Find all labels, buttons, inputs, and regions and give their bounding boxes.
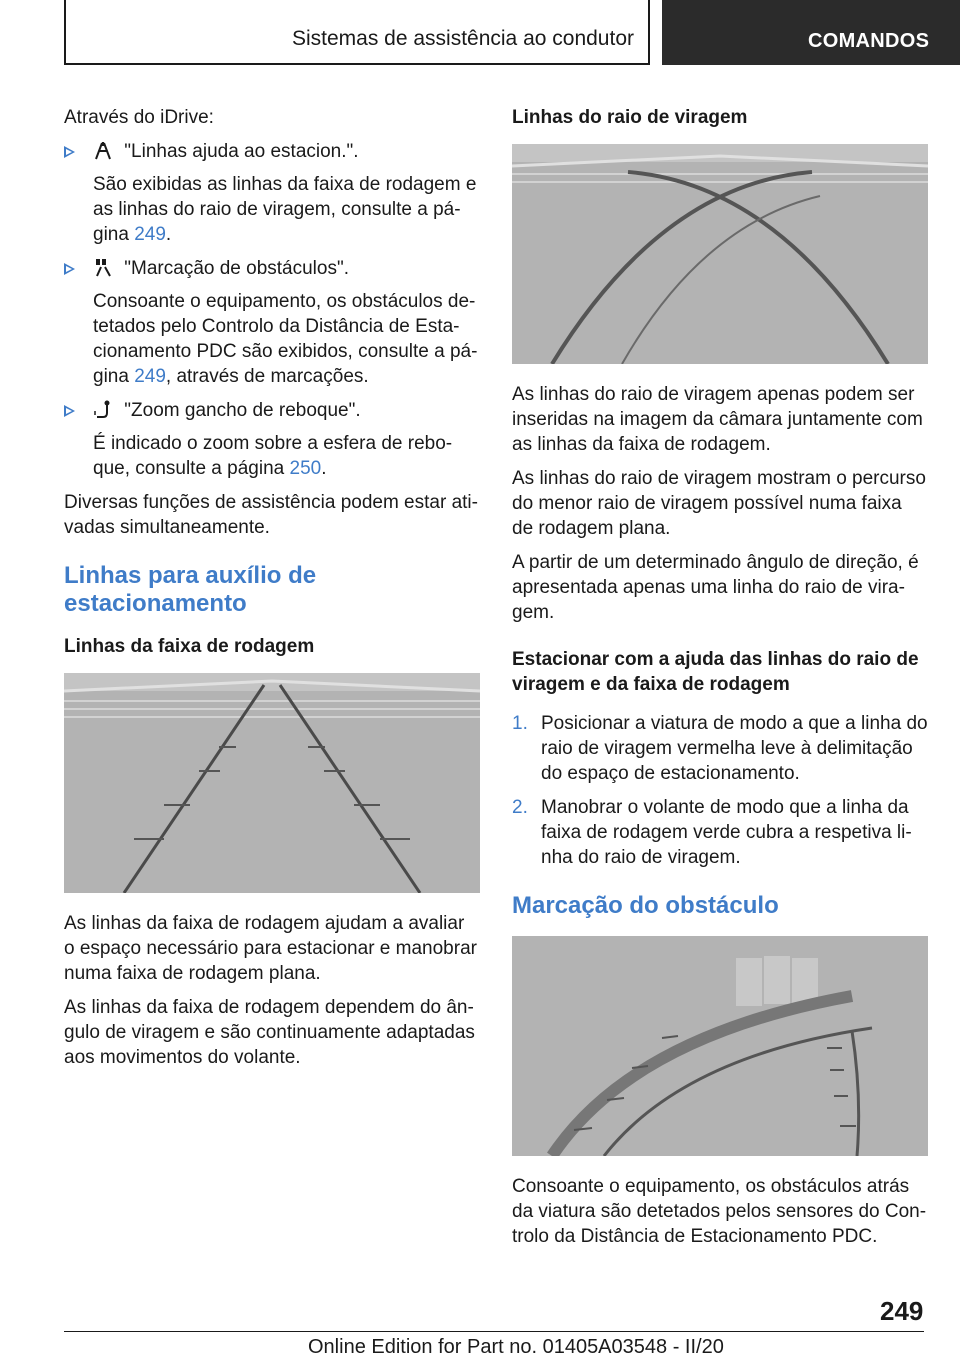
lane-para-2: As linhas da faixa de rodagem dependem do ân-gulo de viragem e são continuamente adaptadas aos movimentos do volante.	[64, 997, 475, 1068]
simultaneous-text: Diversas funções de assistência podem estar ati-vadas simultaneamente.	[64, 492, 478, 538]
bullet-description: Consoante o equipamento, os obstáculos de-tetados pelo Controlo da Distância de Esta-cionamento PDC são exibidos, consulte a pá-gina 249, através de marcações.	[93, 291, 478, 387]
bullet-label: "Zoom gancho de reboque".	[124, 400, 361, 421]
left-column	[64, 105, 480, 1079]
step-number: 2.	[512, 797, 528, 818]
lane-lines-figure	[64, 673, 480, 893]
page-reference-link[interactable]: 249	[134, 224, 166, 245]
header-chapter-title: COMANDOS	[808, 30, 930, 52]
obstacle-title: Marcação do obstáculo	[512, 892, 779, 919]
lane-para-1: As linhas da faixa de rodagem ajudam a avaliar o espaço necessário para estacionar e manobrar numa faixa de rodagem plana.	[64, 913, 477, 984]
header-section-box	[64, 0, 650, 65]
triangle-bullet-icon	[64, 405, 75, 417]
bullet-item	[64, 139, 480, 247]
header-chapter-tab	[662, 0, 960, 65]
header-section-title: Sistemas de assistência ao condutor	[291, 27, 634, 50]
obstacle-marking-icon	[93, 257, 113, 277]
turning-radius-title: Linhas do raio de viragem	[512, 107, 748, 128]
page-reference-link[interactable]: 249	[134, 366, 166, 387]
section-title: Linhas para auxílio de estacionamento	[64, 562, 317, 617]
bullet-label: "Marcação de obstáculos".	[124, 258, 349, 279]
footer-edition: Online Edition for Part no. 01405A03548 - II/20	[308, 1336, 724, 1358]
parking-lines-icon	[93, 140, 113, 160]
right-column	[512, 105, 928, 1258]
triangle-bullet-icon	[64, 146, 75, 158]
page-reference-link[interactable]: 250	[289, 458, 322, 479]
triangle-bullet-icon	[64, 263, 75, 275]
subsection-title: Linhas da faixa de rodagem	[64, 636, 315, 657]
step-number: 1.	[512, 713, 528, 734]
parking-steps-title: Estacionar com a ajuda das linhas do raio de viragem e da faixa de rodagem	[512, 649, 919, 695]
step-item	[512, 711, 928, 786]
bullet-description: É indicado o zoom sobre a esfera de rebo-que, consulte a página 250.	[93, 433, 453, 479]
turning-para-3: A partir de um determinado ângulo de direção, é apresentada apenas uma linha do raio de vira-gem.	[512, 552, 919, 623]
intro-text: Através do iDrive:	[64, 107, 214, 128]
step-item	[512, 795, 928, 870]
turning-para-1: As linhas do raio de viragem apenas podem ser inseridas na imagem da câmara juntamente com as linhas da faixa de rodagem.	[512, 384, 923, 455]
obstacle-marking-figure	[512, 936, 928, 1156]
step-text: Manobrar o volante de modo que a linha da faixa de rodagem verde cubra a respetiva li-nha do raio de viragem.	[541, 797, 912, 868]
turning-para-2: As linhas do raio de viragem mostram o percurso do menor raio de viragem possível numa faixa de rodagem plana.	[512, 468, 926, 539]
bullet-item	[64, 398, 480, 481]
bullet-description: São exibidas as linhas da faixa de rodagem e as linhas do raio de viragem, consulte a pá-gina 249.	[93, 174, 477, 245]
footer-divider	[64, 1331, 924, 1332]
bullet-label: "Linhas ajuda ao estacion.".	[124, 141, 359, 162]
tow-hitch-icon	[93, 399, 113, 419]
bullet-item	[64, 256, 480, 389]
obstacle-para: Consoante o equipamento, os obstáculos atrás da viatura são detetados pelos sensores do Con-trolo da Distância de Estacionamento PDC.	[512, 1176, 927, 1247]
turning-radius-figure	[512, 144, 928, 364]
step-text: Posicionar a viatura de modo a que a linha do raio de viragem vermelha leve à delimitação do espaço de estacionamento.	[541, 713, 928, 784]
page-number: 249	[880, 1296, 924, 1326]
